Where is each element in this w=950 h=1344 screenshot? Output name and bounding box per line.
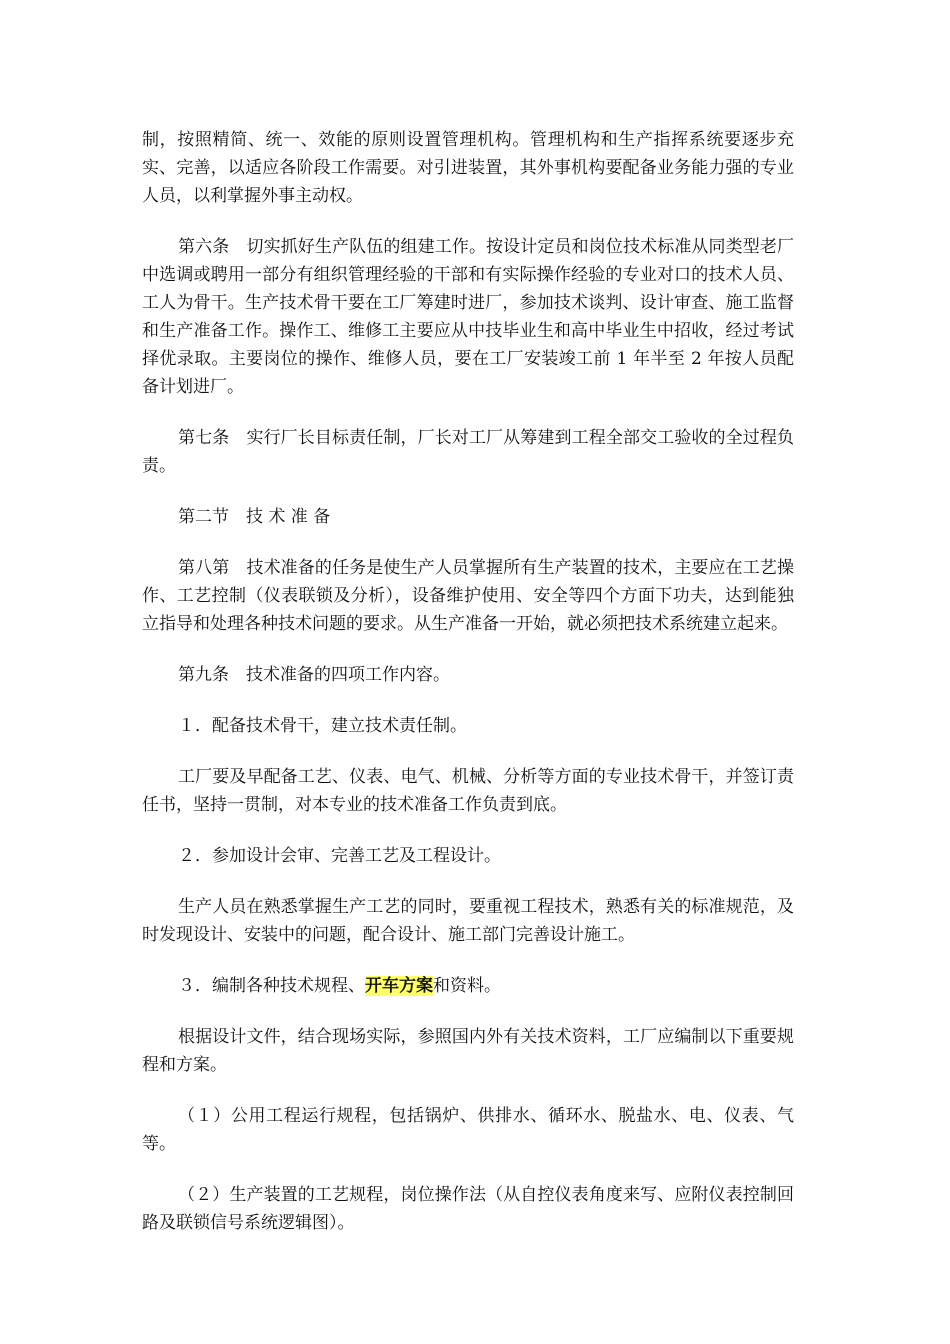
article-9: 第九条 技术准备的四项工作内容。 [178, 665, 450, 685]
item-2-heading: ２．参加设计会审、完善工艺及工程设计。 [178, 846, 501, 866]
section-title: 第二节 技 术 准 备 [178, 507, 331, 527]
article-6: 第六条 切实抓好生产队伍的组建工作。按设计定员和岗位技术标准从同类型老厂中选调或聘用一部分有组织管理经验的干部和有实际操作经验的专业对口的技术人员、工人为骨干。生产技术骨干要在工厂筹建时进厂，参加技术谈判、设计审查、施工监督和生产准备工作。操作工、维修工主要应从中技毕业生和高中毕业生中招收，经过考试择优录取。主要岗位的操作、维修人员，要在工厂安装竣工前 1 年半至 2 年按人员配备计划进厂。 [142, 237, 794, 397]
item-2-body: 生产人员在熟悉掌握生产工艺的同时，要重视工程技术，熟悉有关的标准规范，及时发现设计、安装中的问题，配合设计、施工部门完善设计施工。 [142, 897, 794, 945]
item-1-body: 工厂要及早配备工艺、仪表、电气、机械、分析等方面的专业技术骨干，并签订责任书，坚持一贯制，对本专业的技术准备工作负责到底。 [142, 767, 794, 815]
sub-item-1: （１）公用工程运行规程，包括锅炉、供排水、循环水、脱盐水、电、仪表、气等。 [142, 1106, 794, 1154]
paragraph-continuation: 制，按照精简、统一、效能的原则设置管理机构。管理机构和生产指挥系统要逐步充实、完善，以适应各阶段工作需要。对引进装置，其外事机构要配备业务能力强的专业人员，以利掌握外事主动权。 [142, 130, 794, 206]
article-8: 第八第 技术准备的任务是使生产人员掌握所有生产装置的技术，主要应在工艺操作、工艺控制（仪表联锁及分析），设备维护使用、安全等四个方面下功夫，达到能独立指导和处理各种技术问题的要求。从生产准备一开始，就必须把技术系统建立起来。 [142, 558, 794, 634]
item-3-heading [142, 972, 794, 1000]
sub-item-2: （２）生产装置的工艺规程，岗位操作法（从自控仪表角度来写、应附仪表控制回路及联锁信号系统逻辑图）。 [142, 1185, 794, 1233]
item-3-heading-post: 和资料。 [433, 976, 501, 996]
item-3-body: 根据设计文件，结合现场实际，参照国内外有关技术资料，工厂应编制以下重要规程和方案。 [142, 1027, 794, 1075]
document-page [142, 126, 794, 1260]
highlighted-keyword: 开车方案 [365, 976, 433, 996]
item-3-heading-pre: ３．编制各种技术规程、 [178, 976, 365, 996]
article-7: 第七条 实行厂长目标责任制，厂长对工厂从筹建到工程全部交工验收的全过程负责。 [142, 428, 794, 476]
item-1-heading: １．配备技术骨干，建立技术责任制。 [178, 716, 467, 736]
